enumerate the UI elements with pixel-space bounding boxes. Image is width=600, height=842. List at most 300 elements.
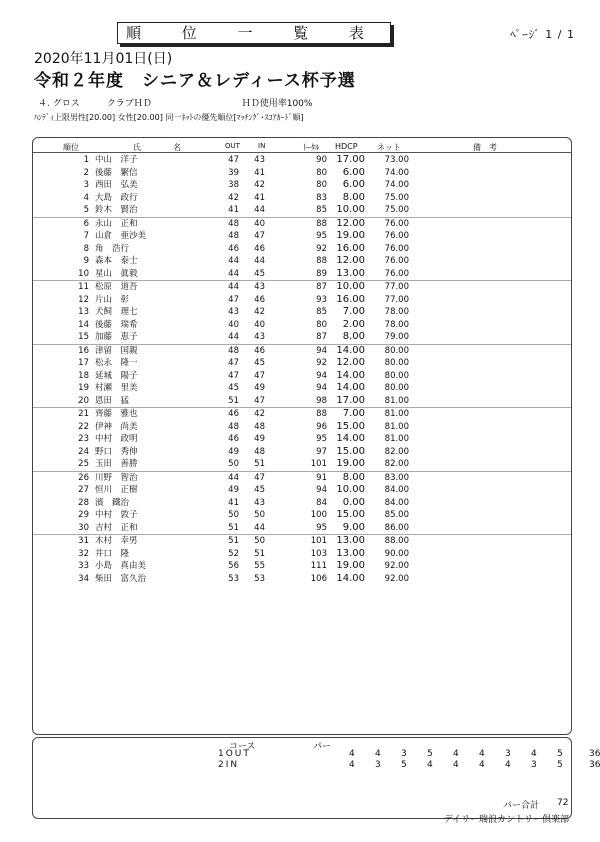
hdcp-cell: 0.00 (342, 496, 365, 508)
total-cell: 90 (316, 155, 327, 165)
net-cell: 76.00 (384, 256, 409, 266)
total-cell: 98 (316, 395, 327, 406)
page-title: 順 位 一 覧 表 (117, 22, 391, 44)
in-cell: 42 (254, 180, 265, 190)
name-cell: 後藤 繁信 (95, 167, 138, 178)
name-cell: 恒川 正樹 (95, 485, 138, 495)
total-cell: 92 (316, 243, 327, 254)
name-cell: 伊神 尚美 (95, 421, 138, 432)
table-row (33, 281, 571, 294)
in-cell: 50 (254, 510, 265, 520)
hole-par: 5 (557, 749, 563, 759)
out-cell: 51 (228, 536, 239, 546)
net-cell: 77.00 (384, 282, 409, 292)
in-cell: 42 (254, 409, 265, 419)
header-name-1: 氏 (133, 143, 141, 152)
rank-cell: 17 (78, 358, 89, 368)
rank-cell: 27 (78, 485, 89, 495)
hdcp-cell: 14.00 (336, 344, 365, 356)
total-cell: 97 (316, 446, 327, 457)
rank-cell: 11 (78, 282, 89, 292)
hole-par: 4 (531, 749, 537, 759)
rank-cell: 22 (78, 421, 89, 432)
out-cell: 52 (228, 548, 239, 559)
table-row (33, 433, 571, 446)
in-cell: 48 (254, 446, 265, 457)
out-cell: 47 (228, 358, 239, 368)
table-row (33, 560, 571, 573)
net-cell: 81.00 (384, 409, 409, 419)
rank-cell: 19 (78, 383, 89, 393)
name-cell: 吉村 正和 (95, 522, 138, 533)
out-cell: 46 (228, 409, 239, 419)
table-row (33, 230, 571, 243)
rank-cell: 4 (83, 192, 89, 203)
in-cell: 40 (254, 218, 265, 229)
course-par-total: 36 (589, 760, 600, 770)
hdcp-cell: 12.00 (336, 357, 365, 368)
hdcp-cell: 8.00 (342, 471, 365, 483)
net-cell: 82.00 (384, 446, 409, 457)
out-cell: 40 (228, 319, 239, 330)
net-cell: 74.00 (384, 167, 409, 178)
total-cell: 93 (316, 294, 327, 305)
in-cell: 46 (254, 294, 265, 305)
net-cell: 86.00 (384, 522, 409, 533)
course-name: 2IN (218, 760, 240, 770)
rank-cell: 8 (83, 243, 89, 254)
name-cell: 角 浩行 (95, 243, 130, 254)
name-cell: 川野 智治 (95, 472, 138, 483)
name-cell: 片山 彰 (95, 294, 130, 305)
hdcp-cell: 17.00 (336, 394, 365, 406)
out-cell: 51 (228, 522, 239, 533)
name-cell: 大島 政行 (95, 192, 138, 203)
name-cell: 中村 政明 (95, 434, 138, 444)
total-cell: 103 (310, 548, 327, 559)
hdcp-cell: 7.00 (342, 408, 365, 419)
in-cell: 55 (254, 561, 265, 571)
rank-cell: 24 (78, 446, 89, 457)
name-cell: 犬飼 理七 (95, 307, 138, 317)
in-cell: 46 (254, 243, 265, 254)
header-in: IN (258, 142, 266, 150)
net-cell: 76.00 (384, 268, 409, 279)
out-cell: 38 (228, 180, 239, 190)
out-cell: 48 (228, 218, 239, 229)
out-cell: 50 (228, 459, 239, 469)
table-row (33, 370, 571, 383)
rank-cell: 23 (78, 434, 89, 444)
club-name: デイリー瑞浪カントリー倶楽部 (443, 815, 569, 825)
hole-par: 4 (479, 749, 485, 759)
table-row (33, 522, 571, 536)
name-cell: 西田 弘美 (95, 180, 138, 190)
in-cell: 49 (254, 383, 265, 393)
table-row (33, 345, 571, 358)
name-cell: 齊藤 雅也 (95, 409, 138, 419)
net-cell: 92.00 (384, 561, 409, 571)
table-row (33, 446, 571, 459)
table-row (33, 395, 571, 409)
in-cell: 47 (254, 395, 265, 406)
net-cell: 84.00 (384, 497, 409, 508)
name-cell: 村瀬 里美 (95, 383, 138, 393)
total-cell: 84 (316, 497, 327, 508)
table-row (33, 548, 571, 561)
rank-cell: 6 (83, 218, 89, 229)
net-cell: 83.00 (384, 472, 409, 483)
hdcp-cell: 8.00 (342, 191, 365, 203)
in-cell: 45 (254, 268, 265, 279)
net-cell: 76.00 (384, 243, 409, 254)
hdcp-cell: 7.00 (342, 306, 365, 317)
name-cell: 中山 洋子 (95, 155, 138, 165)
rank-cell: 32 (78, 548, 89, 559)
header-name-2: 名 (173, 143, 181, 152)
out-cell: 44 (228, 268, 239, 279)
net-cell: 73.00 (384, 155, 409, 165)
out-cell: 41 (228, 205, 239, 215)
hdcp-cell: 13.00 (336, 535, 365, 546)
rank-cell: 34 (78, 573, 89, 584)
table-row (33, 204, 571, 218)
table-row (33, 218, 571, 231)
total-cell: 96 (316, 421, 327, 432)
header-out: OUT (225, 142, 240, 150)
in-cell: 47 (254, 370, 265, 381)
name-cell: 野口 秀伸 (95, 446, 138, 457)
total-cell: 87 (316, 332, 327, 342)
net-cell: 74.00 (384, 180, 409, 190)
rank-cell: 14 (78, 319, 89, 330)
table-row (33, 255, 571, 268)
par-label: パー (313, 742, 332, 752)
net-cell: 92.00 (384, 573, 409, 584)
out-cell: 56 (228, 561, 239, 571)
event-title: 令和２年度 シニア＆レディース杯予選 (34, 71, 356, 91)
hdcp-cell: 19.00 (336, 560, 365, 571)
in-cell: 43 (254, 332, 265, 342)
total-cell: 95 (316, 434, 327, 444)
in-cell: 51 (254, 459, 265, 469)
table-row (33, 421, 571, 434)
out-cell: 46 (228, 243, 239, 254)
table-row (33, 331, 571, 345)
header-rank: 順位 (63, 143, 79, 152)
total-cell: 106 (310, 573, 327, 584)
net-cell: 81.00 (384, 421, 409, 432)
total-cell: 88 (316, 409, 327, 419)
table-row (33, 472, 571, 485)
rank-cell: 12 (78, 294, 89, 305)
out-cell: 43 (228, 307, 239, 317)
total-cell: 85 (316, 205, 327, 215)
hdcp-cell: 6.00 (342, 179, 365, 190)
net-cell: 88.00 (384, 536, 409, 546)
total-cell: 95 (316, 522, 327, 533)
hdcp-cell: 19.00 (336, 230, 365, 241)
event-date: 2020年11月01日(日) (34, 51, 173, 67)
format-info: ４. グロス クラブＨＤ ＨＤ使用率100% (38, 99, 313, 109)
in-cell: 46 (254, 345, 265, 356)
net-cell: 75.00 (384, 205, 409, 215)
out-cell: 44 (228, 332, 239, 342)
hdcp-cell: 15.00 (336, 420, 365, 432)
hdcp-cell: 10.00 (336, 204, 365, 215)
table-row (33, 268, 571, 282)
hole-par: 3 (531, 760, 537, 770)
rank-cell: 3 (83, 180, 89, 190)
header-total: ﾄｰﾀﾙ (303, 143, 319, 152)
net-cell: 84.00 (384, 485, 409, 495)
total-cell: 94 (316, 383, 327, 393)
net-cell: 80.00 (384, 358, 409, 368)
net-cell: 81.00 (384, 395, 409, 406)
out-cell: 47 (228, 155, 239, 165)
total-cell: 95 (316, 231, 327, 241)
in-cell: 48 (254, 421, 265, 432)
out-cell: 48 (228, 231, 239, 241)
hdcp-cell: 15.00 (336, 509, 365, 520)
out-cell: 51 (228, 395, 239, 406)
rank-cell: 20 (78, 395, 89, 406)
name-cell: 星山 眞毅 (95, 268, 138, 279)
table-row (33, 535, 571, 548)
in-cell: 43 (254, 497, 265, 508)
result-rows (33, 154, 571, 585)
course-label: コース (229, 742, 256, 752)
hdcp-cell: 16.00 (336, 242, 365, 254)
out-cell: 39 (228, 167, 239, 178)
table-row (33, 294, 571, 307)
name-cell: 山倉 亜沙美 (95, 231, 147, 241)
table-row (33, 408, 571, 421)
out-cell: 49 (228, 485, 239, 495)
out-cell: 49 (228, 446, 239, 457)
total-cell: 80 (316, 180, 327, 190)
net-cell: 80.00 (384, 370, 409, 381)
net-cell: 77.00 (384, 294, 409, 305)
in-cell: 45 (254, 358, 265, 368)
in-cell: 44 (254, 256, 265, 266)
out-cell: 42 (228, 192, 239, 203)
header-divider (33, 152, 571, 153)
rank-cell: 30 (78, 522, 89, 533)
out-cell: 45 (228, 383, 239, 393)
hdcp-cell: 17.00 (336, 154, 365, 165)
rank-cell: 10 (78, 268, 89, 279)
table-row (33, 179, 571, 192)
net-cell: 85.00 (384, 510, 409, 520)
rank-cell: 21 (78, 409, 89, 419)
in-cell: 47 (254, 472, 265, 483)
table-row (33, 484, 571, 497)
hole-par: 5 (427, 749, 433, 759)
in-cell: 44 (254, 522, 265, 533)
page-number: ﾍﾟｰｼﾞ 1 / 1 (510, 28, 575, 41)
hdcp-cell: 9.00 (342, 521, 365, 533)
out-cell: 48 (228, 345, 239, 356)
total-cell: 91 (316, 472, 327, 483)
total-cell: 111 (310, 561, 327, 571)
out-cell: 44 (228, 282, 239, 292)
hdcp-cell: 10.00 (336, 484, 365, 495)
rank-cell: 9 (83, 256, 89, 266)
in-cell: 42 (254, 307, 265, 317)
in-cell: 47 (254, 231, 265, 241)
hdcp-cell: 14.00 (336, 572, 365, 584)
hole-par: 3 (505, 749, 511, 759)
hole-par: 4 (453, 749, 459, 759)
net-cell: 76.00 (384, 231, 409, 241)
net-cell: 79.00 (384, 332, 409, 342)
rank-cell: 16 (78, 345, 89, 356)
total-cell: 94 (316, 370, 327, 381)
table-row (33, 167, 571, 180)
total-cell: 85 (316, 307, 327, 317)
name-cell: 井口 隆 (95, 548, 130, 559)
table-row (33, 192, 571, 205)
name-cell: 松永 隆一 (95, 358, 138, 368)
table-row (33, 497, 571, 510)
out-cell: 44 (228, 472, 239, 483)
course-name: 1OUT (218, 749, 251, 759)
rank-cell: 18 (78, 370, 89, 381)
name-cell: 後藤 瑞希 (95, 319, 138, 330)
hdcp-cell: 13.00 (336, 547, 365, 559)
name-cell: 木村 幸男 (95, 536, 138, 546)
total-cell: 88 (316, 256, 327, 266)
total-cell: 101 (310, 536, 327, 546)
hole-par: 4 (505, 760, 511, 770)
net-cell: 81.00 (384, 434, 409, 444)
hole-par: 4 (375, 749, 381, 759)
name-cell: 濱 鐵治 (95, 497, 130, 508)
hdcp-cell: 2.00 (342, 318, 365, 330)
course-par-box (32, 737, 600, 819)
total-cell: 80 (316, 319, 327, 330)
hole-par: 4 (349, 760, 355, 770)
par-total-label: パー合計 (503, 801, 540, 811)
rank-cell: 7 (83, 231, 89, 241)
rank-cell: 2 (83, 167, 89, 178)
total-cell: 89 (316, 268, 327, 279)
name-cell: 恩田 猛 (95, 395, 130, 406)
rank-cell: 5 (83, 205, 89, 215)
hole-par: 5 (557, 760, 563, 770)
rank-cell: 33 (78, 561, 89, 571)
total-cell: 83 (316, 192, 327, 203)
net-cell: 80.00 (384, 345, 409, 356)
rank-cell: 25 (78, 459, 89, 469)
hole-par: 3 (375, 760, 381, 770)
par-total-value: 72 (557, 798, 569, 808)
name-cell: 玉田 善勝 (95, 459, 138, 469)
name-cell: 小島 真由美 (95, 561, 147, 571)
header-hdcp: HDCP (335, 142, 358, 151)
hdcp-cell: 13.00 (336, 267, 365, 279)
net-cell: 75.00 (384, 192, 409, 203)
hdcp-cell: 14.00 (336, 433, 365, 444)
hole-par: 3 (401, 749, 407, 759)
name-cell: 柴田 富久治 (95, 573, 147, 584)
in-cell: 51 (254, 548, 265, 559)
hdcp-cell: 12.00 (336, 217, 365, 229)
total-cell: 101 (310, 459, 327, 469)
hdcp-cell: 14.00 (336, 382, 365, 393)
rank-cell: 15 (78, 332, 89, 342)
total-cell: 100 (310, 510, 327, 520)
hdcp-cell: 6.00 (342, 166, 365, 178)
hole-par: 4 (479, 760, 485, 770)
in-cell: 43 (254, 282, 265, 292)
table-row (33, 243, 571, 256)
net-cell: 78.00 (384, 307, 409, 317)
hole-par: 4 (349, 749, 355, 759)
hdcp-cell: 8.00 (342, 331, 365, 342)
handicap-info: ﾊﾝﾃﾞｨ上限男性[20.00] 女性[20.00] 同一ﾈｯﾄの優先順位[ﾏｯﾁﾝｸﾞ･ｽｺｱｶｰﾄﾞ順] (34, 113, 304, 122)
net-cell: 78.00 (384, 319, 409, 330)
in-cell: 41 (254, 192, 265, 203)
net-cell: 80.00 (384, 383, 409, 393)
out-cell: 46 (228, 434, 239, 444)
header-net: ネット (377, 143, 401, 152)
hdcp-cell: 19.00 (336, 458, 365, 469)
name-cell: 森本 泰士 (95, 256, 138, 266)
table-row (33, 509, 571, 522)
rank-cell: 29 (78, 510, 89, 520)
table-row (33, 458, 571, 472)
out-cell: 47 (228, 294, 239, 305)
total-cell: 92 (316, 358, 327, 368)
hole-par: 5 (401, 760, 407, 770)
header-remarks: 備 考 (473, 143, 497, 152)
hdcp-cell: 14.00 (336, 369, 365, 381)
out-cell: 41 (228, 497, 239, 508)
total-cell: 80 (316, 167, 327, 178)
name-cell: 延城 陽子 (95, 370, 138, 381)
net-cell: 90.00 (384, 548, 409, 559)
hole-par: 4 (453, 760, 459, 770)
hdcp-cell: 12.00 (336, 255, 365, 266)
in-cell: 53 (254, 573, 265, 584)
rank-cell: 31 (78, 536, 89, 546)
table-row (33, 306, 571, 319)
course-par-total: 36 (589, 749, 600, 759)
total-cell: 87 (316, 282, 327, 292)
rank-cell: 28 (78, 497, 89, 508)
out-cell: 50 (228, 510, 239, 520)
table-row (33, 357, 571, 370)
results-table (32, 137, 572, 735)
rank-cell: 1 (83, 155, 89, 165)
hole-par: 4 (427, 760, 433, 770)
rank-cell: 26 (78, 472, 89, 483)
in-cell: 41 (254, 167, 265, 178)
in-cell: 50 (254, 536, 265, 546)
name-cell: 永山 正和 (95, 218, 138, 229)
total-cell: 94 (316, 485, 327, 495)
table-row (33, 573, 571, 586)
name-cell: 中村 敦子 (95, 510, 138, 520)
net-cell: 82.00 (384, 459, 409, 469)
table-row (33, 319, 571, 332)
total-cell: 94 (316, 345, 327, 356)
name-cell: 加藤 恵子 (95, 332, 138, 342)
net-cell: 76.00 (384, 218, 409, 229)
out-cell: 47 (228, 370, 239, 381)
